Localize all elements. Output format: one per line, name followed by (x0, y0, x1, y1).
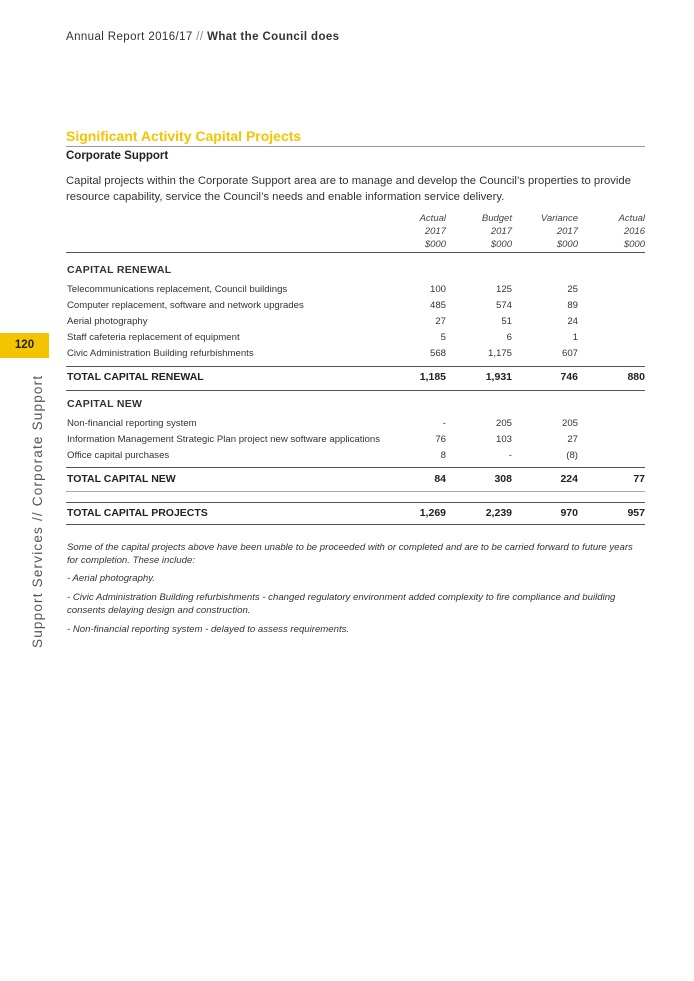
total-capital-renewal-label: TOTAL CAPITAL RENEWAL (67, 371, 204, 383)
table-cell: 103 (495, 434, 512, 445)
table-cell: 205 (495, 418, 512, 429)
grand-total-cell: 1,269 (419, 507, 446, 519)
side-section-label: Support Services // Corporate Support (30, 374, 45, 648)
table-cell: 568 (429, 348, 446, 359)
table-cell: 6 (506, 332, 512, 343)
rule (66, 467, 645, 468)
total-cell: 746 (560, 371, 578, 383)
table-row-label: Civic Administration Building refurbishments (67, 348, 254, 359)
rule (66, 502, 645, 503)
table-cell: 125 (495, 284, 512, 295)
table-cell: - (508, 450, 512, 461)
grand-total-cell: 970 (560, 507, 578, 519)
total-cell: 84 (434, 473, 446, 485)
table-row-label: Telecommunications replacement, Council buildings (67, 284, 288, 295)
note-paragraph: - Civic Administration Building refurbishments - changed regulatory environment added complexity to fire compliance and building consents delaying design and construction. (67, 592, 616, 616)
col-header-variance-2017: Variance 2017 $000 (540, 213, 578, 250)
group-heading-capital-renewal: CAPITAL RENEWAL (67, 264, 172, 276)
total-cell: 1,185 (419, 371, 446, 383)
table-cell: 25 (567, 284, 578, 295)
table-row-label: Staff cafeteria replacement of equipment (67, 332, 240, 343)
table-cell: 485 (429, 300, 446, 311)
note-paragraph: Some of the capital projects above have been unable to be proceeded with or completed and are to be carried forward to future years for completion. These include: (67, 542, 633, 566)
table-row-label: Office capital purchases (67, 450, 170, 461)
total-cell: 224 (560, 473, 578, 485)
table-cell: 1,175 (487, 348, 512, 359)
table-cell: 1 (572, 332, 578, 343)
total-capital-projects-label: TOTAL CAPITAL PROJECTS (67, 507, 208, 519)
table-cell: 89 (567, 300, 578, 311)
total-cell: 308 (494, 473, 512, 485)
rule (66, 390, 645, 391)
header-rule (66, 252, 645, 253)
table-cell: 51 (501, 316, 512, 327)
rule (66, 524, 645, 525)
table-cell: 24 (567, 316, 578, 327)
table-cell: 8 (440, 450, 446, 461)
table-row-label: Aerial photography (67, 316, 148, 327)
header-separator: // (196, 31, 204, 43)
header-report-title: Annual Report 2016/17 (66, 31, 193, 43)
header-section: What the Council does (207, 31, 340, 43)
running-header (66, 31, 339, 43)
total-cell: 77 (633, 473, 645, 485)
col-header-actual-2017: Actual 2017 $000 (419, 213, 446, 250)
intro-paragraph: Capital projects within the Corporate Support area are to manage and develop the Council’s properties to provide resource capability, service the Council’s needs and enable information service delivery. (66, 175, 631, 203)
section-title: Significant Activity Capital Projects (66, 128, 302, 144)
table-cell: 27 (567, 434, 578, 445)
note-paragraph: - Non-financial reporting system - delayed to assess requirements. (67, 624, 350, 635)
title-rule (66, 146, 645, 147)
table-cell: - (442, 418, 446, 429)
table-cell: 5 (440, 332, 446, 343)
table-cell: 205 (561, 418, 578, 429)
col-header-actual-2016: Actual 2016 $000 (618, 213, 645, 250)
rule (66, 366, 645, 367)
table-cell: 574 (495, 300, 512, 311)
table-cell: 27 (435, 316, 446, 327)
rule (66, 491, 645, 492)
grand-total-cell: 2,239 (485, 507, 512, 519)
table-row-label: Non-financial reporting system (67, 418, 197, 429)
total-cell: 880 (627, 371, 645, 383)
table-cell: (8) (566, 450, 578, 461)
note-paragraph: - Aerial photography. (67, 573, 155, 584)
page-number: 120 (0, 333, 49, 358)
table-row-label: Computer replacement, software and network upgrades (67, 300, 304, 311)
table-cell: 76 (435, 434, 446, 445)
total-capital-new-label: TOTAL CAPITAL NEW (67, 473, 176, 485)
table-cell: 607 (561, 348, 578, 359)
subtitle: Corporate Support (66, 150, 169, 162)
table-cell: 100 (429, 284, 446, 295)
total-cell: 1,931 (485, 371, 512, 383)
grand-total-cell: 957 (627, 507, 645, 519)
table-row-label: Information Management Strategic Plan project new software applications (67, 434, 381, 445)
group-heading-capital-new: CAPITAL NEW (67, 398, 143, 410)
col-header-budget-2017: Budget 2017 $000 (481, 213, 512, 250)
